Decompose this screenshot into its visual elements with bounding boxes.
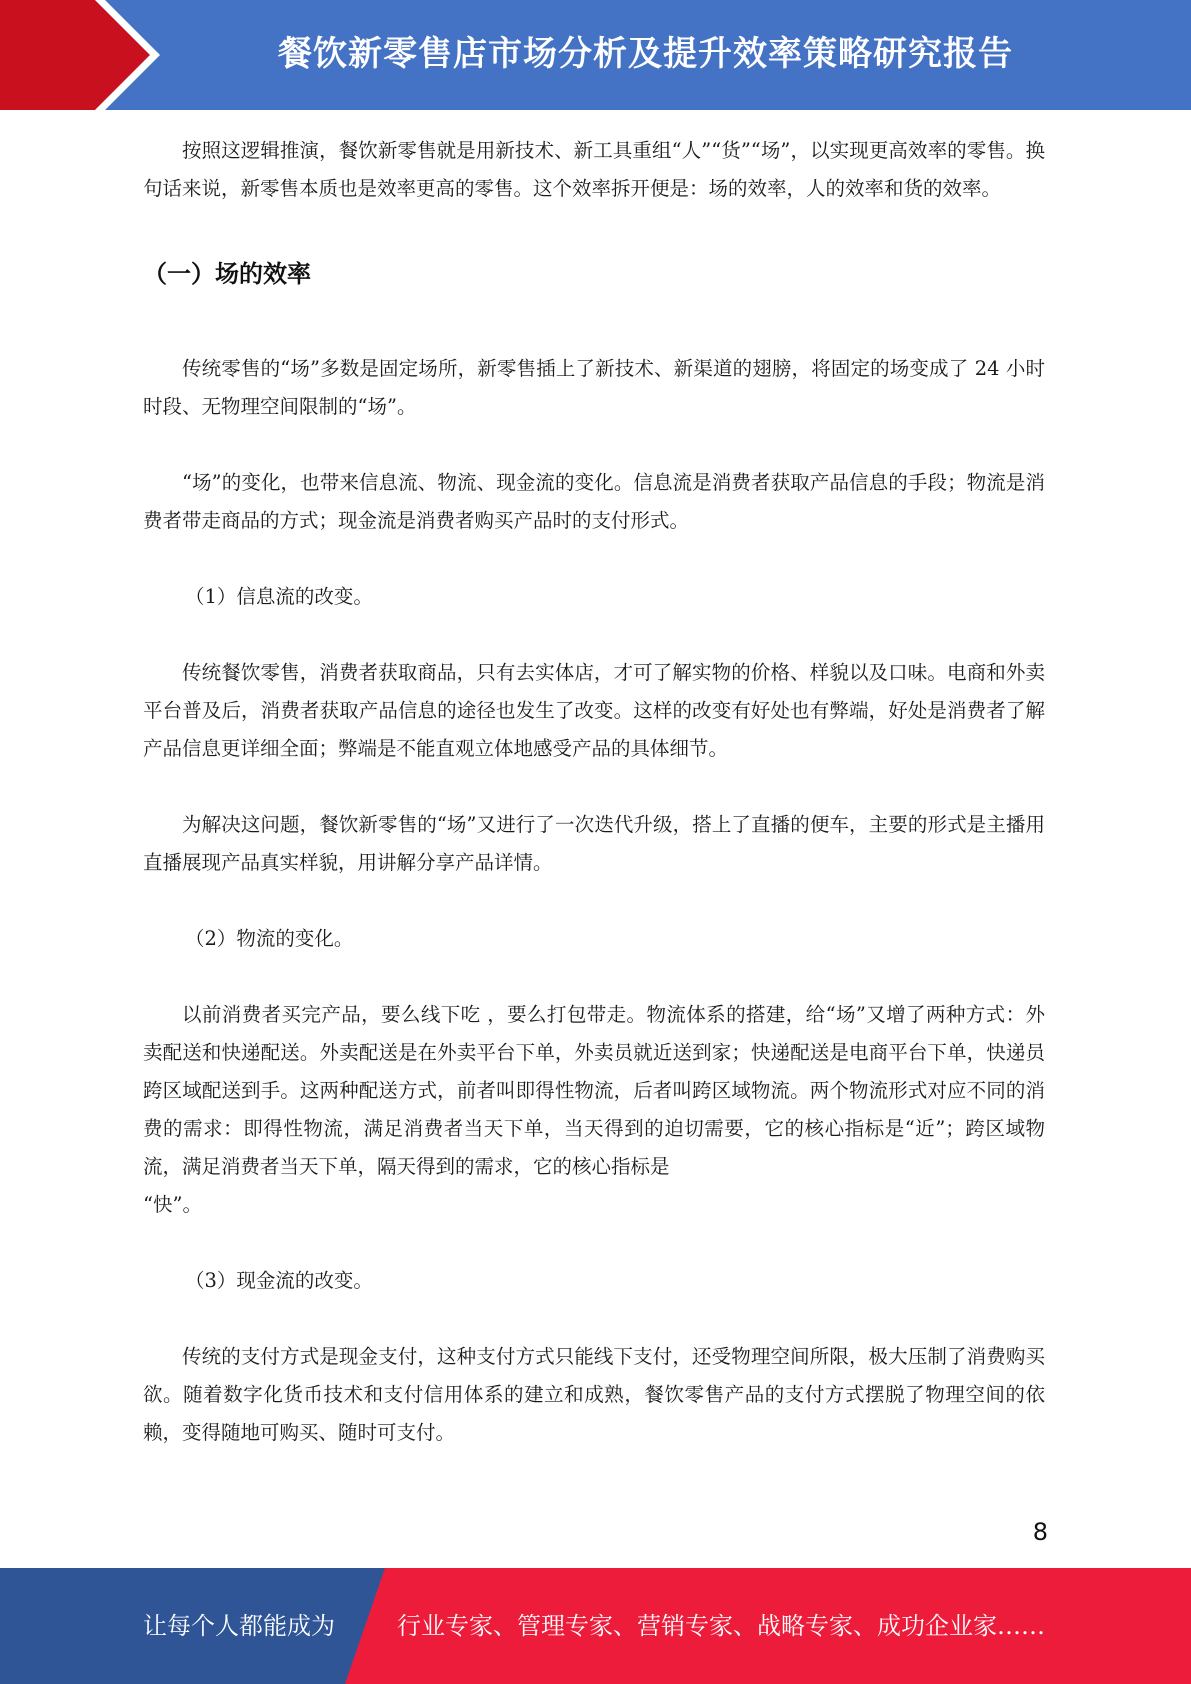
- report-title: 餐饮新零售店市场分析及提升效率策略研究报告: [278, 34, 1013, 74]
- paragraph-logistics: 以前消费者买完产品，要么线下吃 ，要么打包带走。物流体系的搭建，给“场”又增了两种方式：外卖配送和快递配送。外卖配送是在外卖平台下单，外卖员就近送到家；快递配送是电商平台下单，快递员跨区域配送到手。这两种配送方式，前者叫即得性物流，后者叫跨区域物流。两个物流形式对应不同的消费的需求：即得性物流，满足消费者当天下单，当天得到的迫切需要，它的核心指标是“近”；跨区域物流，满足消费者当天下单，隔天得到的需求，它的核心指标是: [143, 1003, 1045, 1178]
- page-footer: [0, 1568, 1191, 1684]
- paragraph-flows: “场”的变化，也带来信息流、物流、现金流的变化。信息流是消费者获取产品信息的手段；物流是消费者带走商品的方式；现金流是消费者购买产品时的支付形式。: [143, 471, 1045, 532]
- subheading-information-flow: （1）信息流的改变。: [185, 585, 373, 608]
- paragraph-place-change: 传统零售的“场”多数是固定场所，新零售插上了新技术、新渠道的翅膀，将固定的场变成了 24 小时时段、无物理空间限制的“场”。: [143, 357, 1045, 418]
- subheading-cash-flow: （3）现金流的改变。: [185, 1269, 373, 1292]
- page-header: [0, 0, 1191, 110]
- paragraph-information-flow: 传统餐饮零售，消费者获取商品，只有去实体店，才可了解实物的价格、样貌以及口味。电商和外卖平台普及后，消费者获取产品信息的途径也发生了改变。这样的改变有好处也有弊端，好处是消费者了解产品信息更详细全面；弊端是不能直观立体地感受产品的具体细节。: [143, 661, 1045, 760]
- paragraph-livestream: 为解决这问题，餐饮新零售的“场”又进行了一次迭代升级，搭上了直播的便车，主要的形式是主播用直播展现产品真实样貌，用讲解分享产品详情。: [143, 813, 1045, 874]
- header-red-chevron: [0, 0, 150, 110]
- paragraph-logistics-end: “快”。: [143, 1193, 202, 1216]
- footer-slogan-right: 行业专家、管理专家、营销专家、战略专家、成功企业家……: [397, 1612, 1045, 1640]
- page-number: 8: [1032, 1518, 1048, 1546]
- footer-slogan-left: 让每个人都能成为: [143, 1612, 335, 1640]
- section-heading: （一）场的效率: [143, 260, 311, 288]
- subheading-logistics: （2）物流的变化。: [185, 927, 354, 950]
- page-body: [143, 132, 1045, 1452]
- header-arrow-decoration: [0, 0, 160, 110]
- paragraph-cash-flow: 传统的支付方式是现金支付，这种支付方式只能线下支付，还受物理空间所限，极大压制了消费购买欲。随着数字化货币技术和支付信用体系的建立和成熟，餐饮零售产品的支付方式摆脱了物理空间的依赖，变得随地可购买、随时可支付。: [143, 1345, 1045, 1444]
- intro-paragraph: 按照这逻辑推演，餐饮新零售就是用新技术、新工具重组“人”“货”“场”，以实现更高效率的零售。换句话来说，新零售本质也是效率更高的零售。这个效率拆开便是：场的效率，人的效率和货的效率。: [143, 139, 1045, 200]
